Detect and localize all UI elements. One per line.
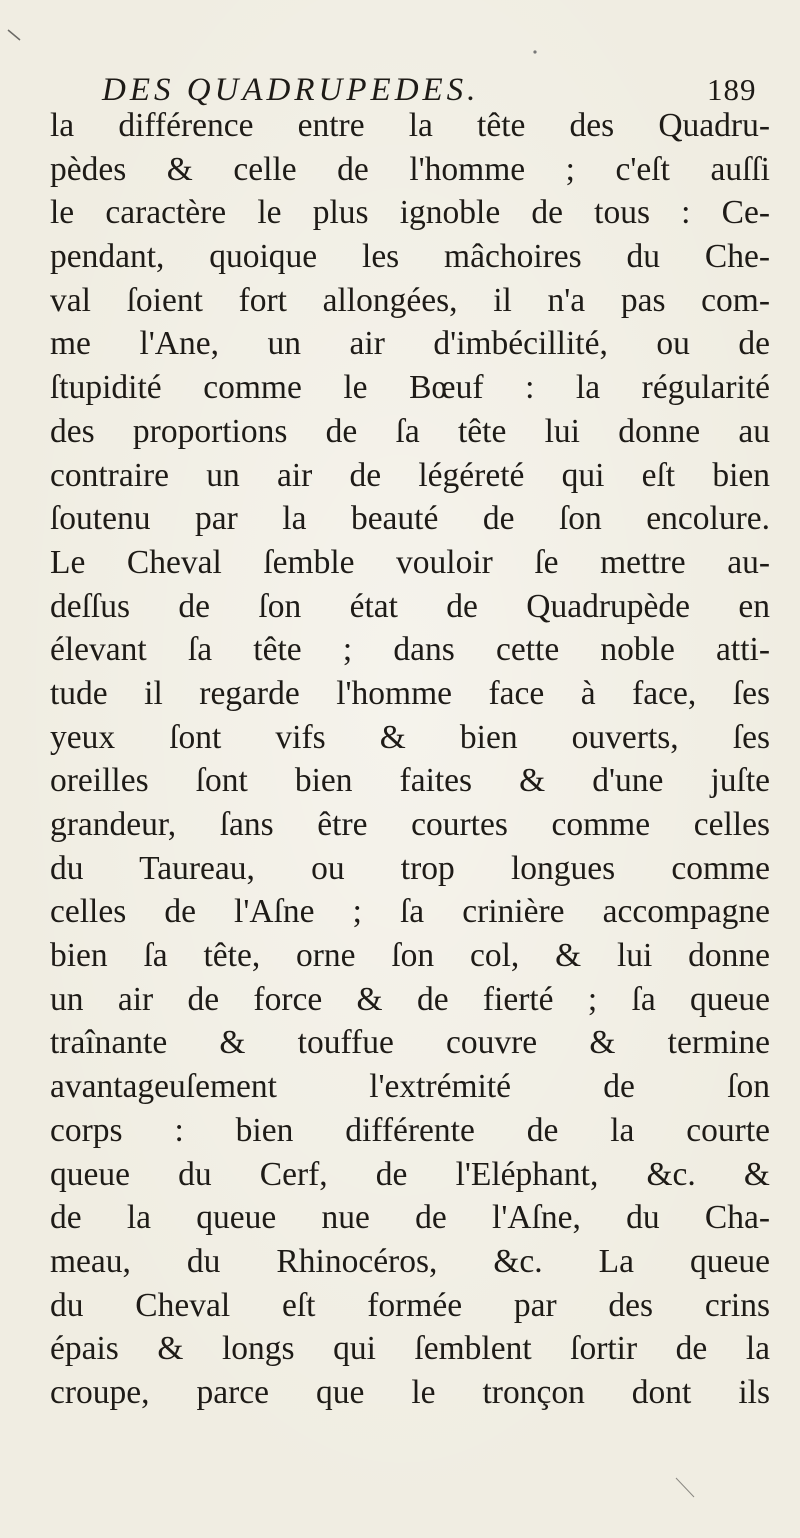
text-line: oreilles ſont bien faites & d'une juſte xyxy=(50,762,770,800)
running-title: DES QUADRUPEDES. xyxy=(102,72,480,108)
text-line: des proportions de ſa tête lui donne au xyxy=(50,412,770,450)
stray-mark xyxy=(533,50,536,53)
text-line: corps : bien différente de la courte xyxy=(50,1111,770,1149)
stray-mark xyxy=(8,30,20,40)
text-line: val ſoient fort allongées, il n'a pas com- xyxy=(50,281,770,319)
text-line: tude il regarde l'homme face à face, ſes xyxy=(50,674,770,712)
text-line: le caractère le plus ignoble de tous : Ce- xyxy=(50,194,770,232)
text-line: yeux ſont vifs & bien ouverts, ſes xyxy=(50,718,770,756)
text-line: celles de l'Aſne ; ſa crinière accompagne xyxy=(50,893,770,931)
text-line: queue du Cerf, de l'Eléphant, &c. & xyxy=(50,1155,770,1193)
text-line: bien ſa tête, orne ſon col, & lui donne xyxy=(50,937,770,975)
text-line: pèdes & celle de l'homme ; c'eſt auſſi xyxy=(50,150,770,188)
text-line: deſſus de ſon état de Quadrupède en xyxy=(50,587,770,625)
text-line: un air de force & de fierté ; ſa queue xyxy=(50,980,770,1018)
text-line: ſtupidité comme le Bœuf : la régularité xyxy=(50,369,770,407)
body-text xyxy=(50,104,770,1415)
text-line: du Taureau, ou trop longues comme xyxy=(50,849,770,887)
text-line: du Cheval eſt formée par des crins xyxy=(50,1286,770,1324)
text-line: Le Cheval ſemble vouloir ſe mettre au- xyxy=(50,543,770,581)
text-line: élevant ſa tête ; dans cette noble atti- xyxy=(50,631,770,669)
text-line: me l'Ane, un air d'imbécillité, ou de xyxy=(50,325,770,363)
text-line: de la queue nue de l'Aſne, du Cha- xyxy=(50,1199,770,1237)
text-line: traînante & touffue couvre & termine xyxy=(50,1024,770,1062)
stray-mark xyxy=(676,1478,694,1497)
text-line: la différence entre la tête des Quadru- xyxy=(50,107,770,144)
text-line: grandeur, ſans être courtes comme celles xyxy=(50,806,770,843)
text-line: contraire un air de légéreté qui eſt bien xyxy=(50,456,770,494)
text-line: épais & longs qui ſemblent ſortir de la xyxy=(50,1330,770,1368)
text-line: meau, du Rhinocéros, &c. La queue xyxy=(50,1242,770,1280)
text-line: pendant, quoique les mâchoires du Che- xyxy=(50,238,770,276)
text-line: croupe, parce que le tronçon dont ils xyxy=(50,1373,770,1411)
text-line: avantageuſement l'extrémité de ſon xyxy=(50,1068,770,1106)
text-line: ſoutenu par la beauté de ſon encolure. xyxy=(50,500,770,538)
page-number: 189 xyxy=(707,72,757,107)
